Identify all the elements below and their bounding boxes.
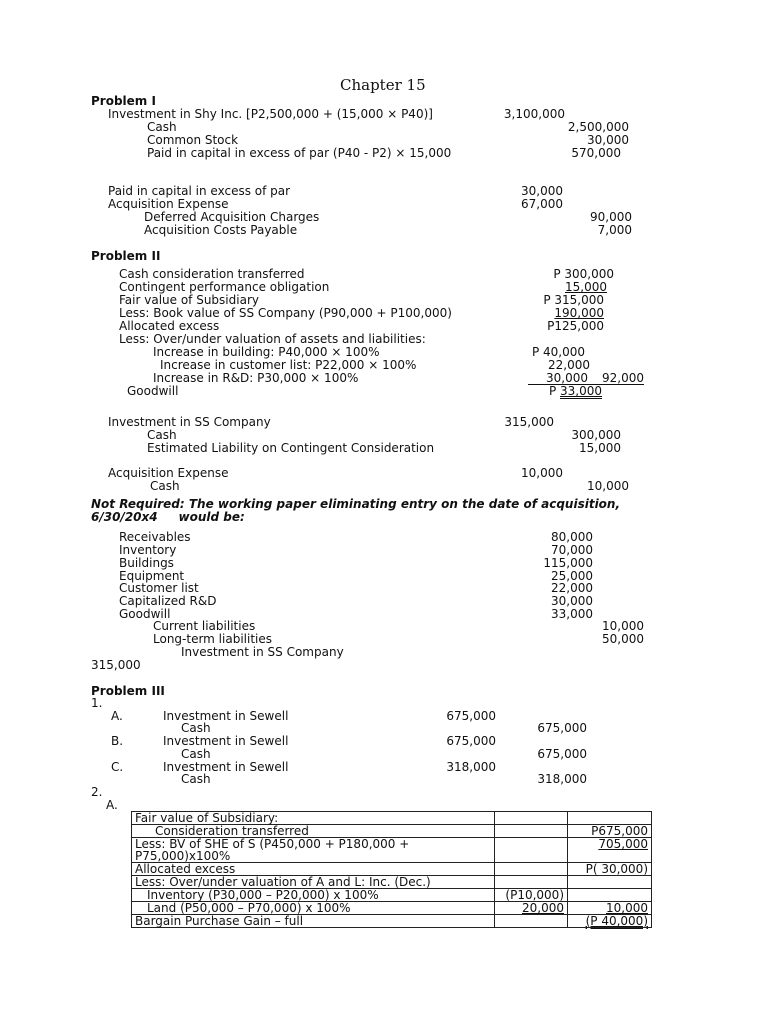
- p2-line-7: Increase in building: P40,000 × 100%: [153, 345, 380, 359]
- p3-c-label: C.: [111, 760, 124, 774]
- p2-j2-debit-amount: 10,000: [521, 466, 563, 480]
- table-cell: [495, 902, 568, 915]
- p2-line-5: Allocated excess: [119, 319, 220, 333]
- wp-debit-5-amount: 22,000: [551, 581, 593, 595]
- p2-line-3-amount: P 315,000: [543, 293, 604, 307]
- table-cell: [568, 889, 652, 902]
- table-row: [132, 838, 652, 863]
- p2-j2-credit: Cash: [150, 479, 180, 493]
- p2-note-line-2: 6/30/20x4 would be:: [91, 510, 245, 524]
- table-cell: [568, 838, 652, 863]
- table-cell: Fair value of Subsidiary:: [132, 812, 495, 825]
- p2-line-8-amount: 22,000: [548, 358, 590, 372]
- p2-j1-credit-2: Estimated Liability on Contingent Consideration: [147, 441, 435, 455]
- p3-b-credit-amount: 675,000: [537, 747, 587, 761]
- table-cell-text: Inventory (P30,000 – P20,000) x 100%: [147, 888, 379, 902]
- p2-line-4-amount: 190,000: [554, 306, 604, 320]
- p1-e2-credit-1: Deferred Acquisition Charges: [144, 210, 320, 224]
- table-row: [132, 889, 652, 902]
- p3-a-credit-amount: 675,000: [537, 721, 587, 735]
- wp-debit-2: Inventory: [119, 543, 177, 557]
- p3-c-credit: Cash: [181, 772, 211, 786]
- p3-b-debit: Investment in Sewell: [163, 734, 289, 748]
- p2-line-9-amount: 30,000: [528, 372, 588, 385]
- p3-a-label: A.: [111, 709, 123, 723]
- table-cell: Bargain Purchase Gain – full: [132, 915, 495, 928]
- table-cell: [568, 915, 652, 928]
- page-title: Chapter 15: [340, 76, 426, 94]
- table-cell: [495, 915, 568, 928]
- p2-j1-credit-1: Cash: [147, 428, 177, 442]
- table-cell-text: Land (P50,000 – P70,000) x 100%: [147, 901, 351, 915]
- p3-b-debit-amount: 675,000: [446, 734, 496, 748]
- p1-e2-credit-1-amount: 90,000: [590, 210, 632, 224]
- wp-credit-2: Long-term liabilities: [153, 632, 272, 646]
- problem-2-heading: Problem II: [91, 249, 161, 263]
- table-cell: (P10,000): [495, 889, 568, 902]
- p2-line-4: Less: Book value of SS Company (P90,000 + P100,000): [119, 306, 452, 320]
- p1-e1-debit-amount: 3,100,000: [503, 107, 565, 121]
- p2-line-10: Goodwill: [127, 384, 179, 398]
- table-row: [132, 812, 652, 825]
- p3-a-debit: Investment in Sewell: [163, 709, 289, 723]
- problem-3-heading: Problem III: [91, 684, 165, 698]
- table-cell: P675,000: [568, 825, 652, 838]
- table-cell: [132, 902, 495, 915]
- wp-credit-3: Investment in SS Company: [181, 645, 344, 659]
- p2-j1-debit-amount: 315,000: [504, 415, 554, 429]
- p1-e1-credit-2-amount: 30,000: [587, 133, 629, 147]
- p2-line-6: Less: Over/under valuation of assets and liabilities:: [119, 332, 426, 346]
- p2-goodwill-amount: 33,000: [560, 384, 602, 398]
- wp-debit-4: Equipment: [119, 569, 185, 583]
- p1-e1-credit-1-amount: 2,500,000: [567, 120, 629, 134]
- p1-e1-credit-3: Paid in capital in excess of par (P40 - P2) × 15,000: [147, 146, 452, 160]
- p3-item-2-number: 2.: [91, 785, 103, 799]
- table-cell: [495, 825, 568, 838]
- p3-c-debit-amount: 318,000: [446, 760, 496, 774]
- p2-j1-credit-2-amount: 15,000: [579, 441, 621, 455]
- table-cell: [495, 863, 568, 876]
- table-cell: [568, 876, 652, 889]
- p2-note-line-1: Not Required: The working paper eliminating entry on the date of acquisition,: [91, 497, 621, 511]
- wp-debit-6-amount: 30,000: [551, 594, 593, 608]
- p2-line-9-total: 92,000: [588, 372, 644, 385]
- p3-item-1-number: 1.: [91, 696, 103, 710]
- table-cell-text: (P 40,000): [585, 914, 648, 928]
- p2-goodwill-peso-sign: P: [549, 384, 561, 398]
- table-cell-text: 705,000: [598, 837, 648, 851]
- table-cell: Less: Over/under valuation of A and L: Inc. (Dec.): [132, 876, 495, 889]
- p2-line-1: Cash consideration transferred: [119, 267, 305, 281]
- table-cell-text: Consideration transferred: [155, 824, 309, 838]
- table-row: [132, 863, 652, 876]
- wp-debit-5: Customer list: [119, 581, 199, 595]
- p2-line-2-amount: 15,000: [565, 280, 607, 294]
- p1-e1-credit-1: Cash: [147, 120, 177, 134]
- table-cell: [495, 812, 568, 825]
- wp-credit-3-amount: 315,000: [91, 658, 141, 672]
- table-cell: Allocated excess: [132, 863, 495, 876]
- p2-line-7-amount: P 40,000: [531, 345, 585, 359]
- table-cell: Less: BV of SHE of S (P450,000 + P180,000 + P75,000)x100%: [132, 838, 495, 863]
- table-cell: P( 30,000): [568, 863, 652, 876]
- bargain-purchase-table: [131, 811, 652, 928]
- p2-j1-credit-1-amount: 300,000: [571, 428, 621, 442]
- table-cell: [568, 902, 652, 915]
- p3-a-credit: Cash: [181, 721, 211, 735]
- wp-debit-4-amount: 25,000: [551, 569, 593, 583]
- table-row: [132, 915, 652, 928]
- p2-line-3: Fair value of Subsidiary: [119, 293, 259, 307]
- p1-e2-debit-1: Paid in capital in excess of par: [108, 184, 291, 198]
- p1-e1-debit: Investment in Shy Inc. [P2,500,000 + (15,000 × P40)]: [108, 107, 433, 121]
- p2-line-9: Increase in R&D: P30,000 × 100%: [153, 371, 359, 385]
- wp-debit-1: Receivables: [119, 530, 191, 544]
- table-cell-text: 10,000: [606, 901, 648, 915]
- table-row: [132, 876, 652, 889]
- table-cell: [495, 838, 568, 863]
- wp-credit-2-amount: 50,000: [602, 632, 644, 646]
- p3-b-label: B.: [111, 734, 124, 748]
- wp-debit-1-amount: 80,000: [551, 530, 593, 544]
- p2-j1-debit: Investment in SS Company: [108, 415, 271, 429]
- table-cell-text: 20,000: [522, 901, 564, 915]
- p1-e2-credit-2: Acquisition Costs Payable: [144, 223, 298, 237]
- p2-line-5-amount: P125,000: [547, 319, 604, 333]
- table-cell: [132, 825, 495, 838]
- p2-line-1-amount: P 300,000: [553, 267, 614, 281]
- p3-a-debit-amount: 675,000: [446, 709, 496, 723]
- wp-debit-7-amount: 33,000: [551, 607, 593, 621]
- wp-debit-3: Buildings: [119, 556, 174, 570]
- p2-j2-debit: Acquisition Expense: [108, 466, 229, 480]
- wp-debit-3-amount: 115,000: [543, 556, 593, 570]
- p2-j2-credit-amount: 10,000: [587, 479, 629, 493]
- table-cell: [132, 889, 495, 902]
- wp-debit-7: Goodwill: [119, 607, 171, 621]
- wp-debit-6: Capitalized R&D: [119, 594, 217, 608]
- p2-line-2: Contingent performance obligation: [119, 280, 330, 294]
- wp-credit-1-amount: 10,000: [602, 619, 644, 633]
- problem-1-heading: Problem I: [91, 94, 156, 108]
- p1-e1-credit-3-amount: 570,000: [571, 146, 621, 160]
- p3-c-debit: Investment in Sewell: [163, 760, 289, 774]
- table-cell: [568, 812, 652, 825]
- p1-e2-debit-2: Acquisition Expense: [108, 197, 229, 211]
- p3-b-credit: Cash: [181, 747, 211, 761]
- table-row: [132, 902, 652, 915]
- p1-e1-credit-2: Common Stock: [147, 133, 239, 147]
- table-cell: [495, 876, 568, 889]
- table-row: [132, 825, 652, 838]
- p1-e2-debit-1-amount: 30,000: [521, 184, 563, 198]
- wp-credit-1: Current liabilities: [153, 619, 256, 633]
- p3-item-2a-label: A.: [106, 798, 118, 812]
- p2-line-8: Increase in customer list: P22,000 × 100%: [160, 358, 417, 372]
- wp-debit-2-amount: 70,000: [551, 543, 593, 557]
- p3-c-credit-amount: 318,000: [537, 772, 587, 786]
- p1-e2-debit-2-amount: 67,000: [521, 197, 563, 211]
- p1-e2-credit-2-amount: 7,000: [597, 223, 632, 237]
